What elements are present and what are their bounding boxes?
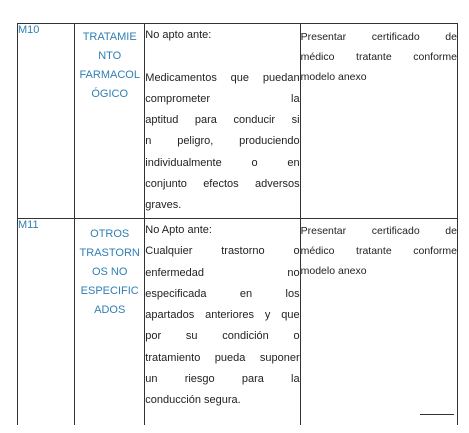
category-line: TRASTORN: [79, 247, 140, 259]
row-code: M10: [18, 24, 40, 36]
requirement-line: modelo anexo: [300, 71, 367, 83]
table-row: [18, 24, 458, 219]
description-line: aptitud para conducir si: [145, 114, 300, 127]
description-line: enfermedad no: [145, 266, 300, 279]
description-line: apartados anteriores y que: [145, 309, 300, 322]
category-line: ADOS: [94, 304, 126, 316]
row-description-cell: [145, 219, 300, 426]
row-requirement-cell: [300, 219, 457, 426]
requirement-line: Presentar certificado de: [300, 225, 457, 237]
description-intro: No Apto ante:: [145, 224, 212, 236]
requirement-line: Presentar certificado de: [300, 31, 457, 43]
row-code: M11: [18, 219, 39, 231]
category-line: NTO: [98, 50, 122, 62]
requirements-table: [17, 23, 458, 425]
description-line: conducción segura.: [145, 394, 241, 407]
row-code-cell: [18, 24, 75, 219]
category-line: TRATAMIE: [82, 31, 137, 43]
row-requirement-cell: [300, 24, 457, 219]
description-intro: No apto ante:: [145, 29, 212, 41]
description-line: un riesgo para la: [145, 373, 300, 386]
category-line: ÓGICO: [91, 88, 129, 100]
row-category-cell: [75, 219, 145, 426]
requirement-line: modelo anexo: [300, 265, 367, 277]
description-line: tratamiento pueda suponer: [145, 351, 300, 364]
category-line: FARMACOL: [79, 69, 140, 81]
description-line: individualmente o en: [145, 156, 300, 169]
description-line: Medicamentos que puedan: [145, 71, 300, 84]
description-line: conjunto efectos adversos: [145, 178, 300, 191]
page-bottom-rule: [420, 414, 454, 415]
row-category-cell: [75, 24, 145, 219]
category-line: OS NO: [91, 266, 128, 278]
paragraph-gap: [145, 46, 299, 67]
requirement-line: médico tratante conforme: [300, 245, 457, 257]
description-line: por su condición o: [145, 330, 300, 343]
row-code-cell: [18, 219, 75, 426]
description-line: comprometer la: [145, 92, 300, 105]
description-line: especificada en los: [145, 287, 300, 300]
table-row: [18, 219, 458, 426]
description-line: Cualquier trastorno o: [145, 245, 300, 258]
category-line: ESPECIFIC: [80, 285, 139, 297]
row-description-cell: [145, 24, 300, 219]
category-line: OTROS: [90, 228, 130, 240]
description-line: graves.: [145, 199, 182, 212]
description-line: n peligro, produciendo: [145, 135, 300, 148]
requirement-line: médico tratante conforme: [300, 51, 457, 63]
